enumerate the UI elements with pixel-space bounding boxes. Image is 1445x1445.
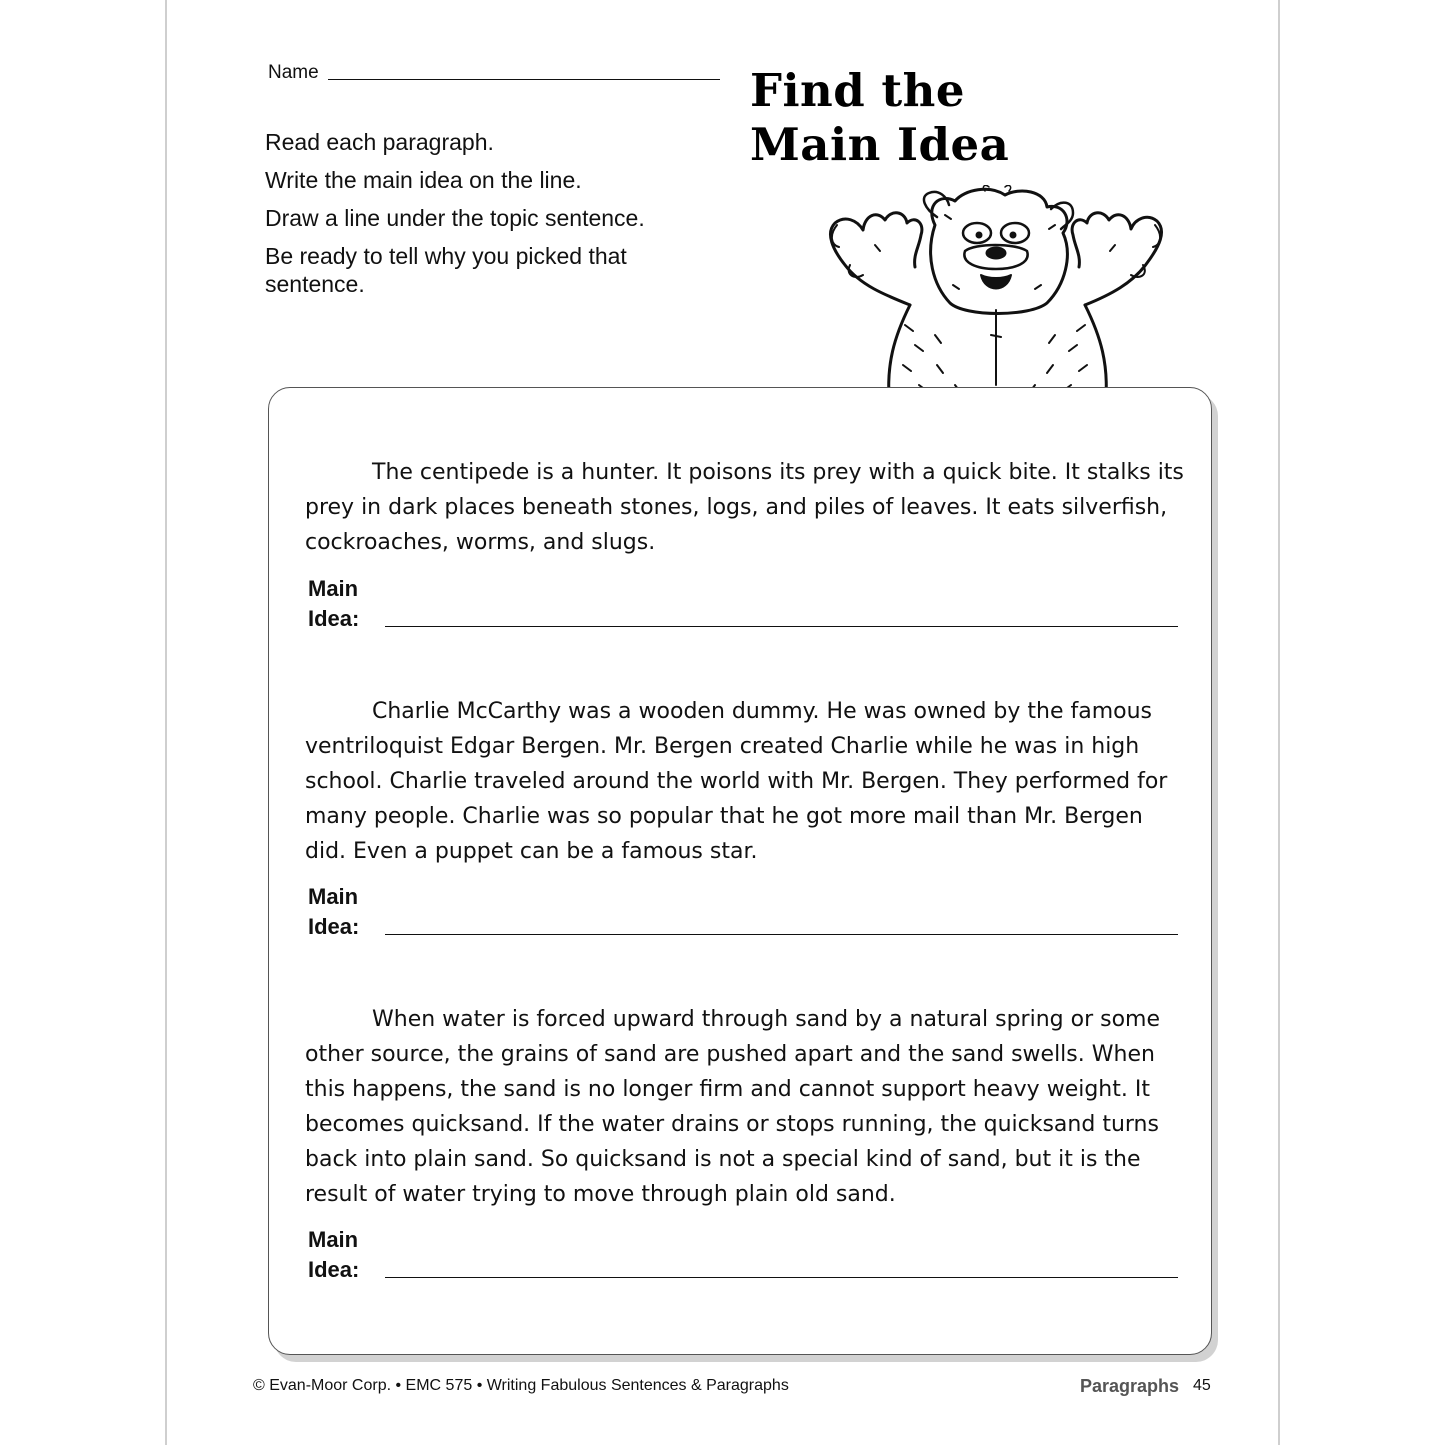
name-label: Name <box>268 62 319 83</box>
page-title <box>750 64 1009 172</box>
footer-section: Paragraphs <box>1080 1376 1180 1396</box>
main-idea-label-3 <box>308 1225 359 1285</box>
main-idea-field-1[interactable] <box>308 574 1178 638</box>
footer-credit: © Evan-Moor Corp. • EMC 575 • Writing Fabulous Sentences & Paragraphs <box>253 1377 789 1394</box>
instructions <box>265 128 695 308</box>
idea-label-word: Idea: <box>308 606 360 631</box>
name-field[interactable] <box>268 62 720 84</box>
paragraph-1-text: The centipede is a hunter. It poisons its prey with a quick bite. It stalks its prey in dark places beneath stones, logs, and piles of leaves. It eats silverfish, cockroaches, worms, and slugs. <box>305 460 1184 555</box>
idea-label-word: Idea: <box>308 914 360 939</box>
main-idea-answer-line-3[interactable] <box>385 1277 1178 1278</box>
paragraph-3-text: When water is forced upward through sand by a natural spring or some other source, the grains of sand are pushed apart and the sand swells. When this happens, the sand is no longer firm and cannot support heavy weight. It becomes quicksand. If the water drains or stops running, the quicksand turns back into plain sand. So quicksand is not a special kind of sand, but it is the result of water trying to move through plain old sand. <box>305 1007 1160 1207</box>
paragraph-2-text: Charlie McCarthy was a wooden dummy. He was owned by the famous ventriloquist Edgar Bergen. Mr. Bergen created Charlie while he was in high school. Charlie traveled around the world with Mr. Bergen. They performed for many people. Charlie was so popular that he got more mail than Mr. Bergen did. Even a puppet can be a famous star. <box>305 699 1168 864</box>
main-idea-answer-line-2[interactable] <box>385 934 1178 935</box>
main-label-word: Main <box>308 884 359 909</box>
name-line[interactable] <box>328 79 720 80</box>
main-idea-label-2 <box>308 882 359 942</box>
instruction-4: Be ready to tell why you picked that sentence. <box>265 243 627 297</box>
title-line-2: Main Idea <box>750 118 1010 171</box>
main-idea-answer-line-1[interactable] <box>385 626 1178 627</box>
idea-label-word: Idea: <box>308 1257 360 1282</box>
main-label-word: Main <box>308 576 359 601</box>
main-label-word: Main <box>308 1227 359 1252</box>
instruction-2: Write the main idea on the line. <box>265 167 582 193</box>
main-idea-field-2[interactable] <box>308 882 1178 946</box>
main-idea-field-3[interactable] <box>308 1225 1178 1289</box>
page-edge-left <box>165 0 167 1445</box>
title-line-1: Find the <box>750 64 966 117</box>
page-number: 45 <box>1193 1377 1211 1394</box>
instruction-1: Read each paragraph. <box>265 129 494 155</box>
main-idea-label-1 <box>308 574 359 634</box>
page-edge-right <box>1278 0 1280 1445</box>
instruction-3: Draw a line under the topic sentence. <box>265 205 645 231</box>
bear-icon <box>815 185 1175 407</box>
